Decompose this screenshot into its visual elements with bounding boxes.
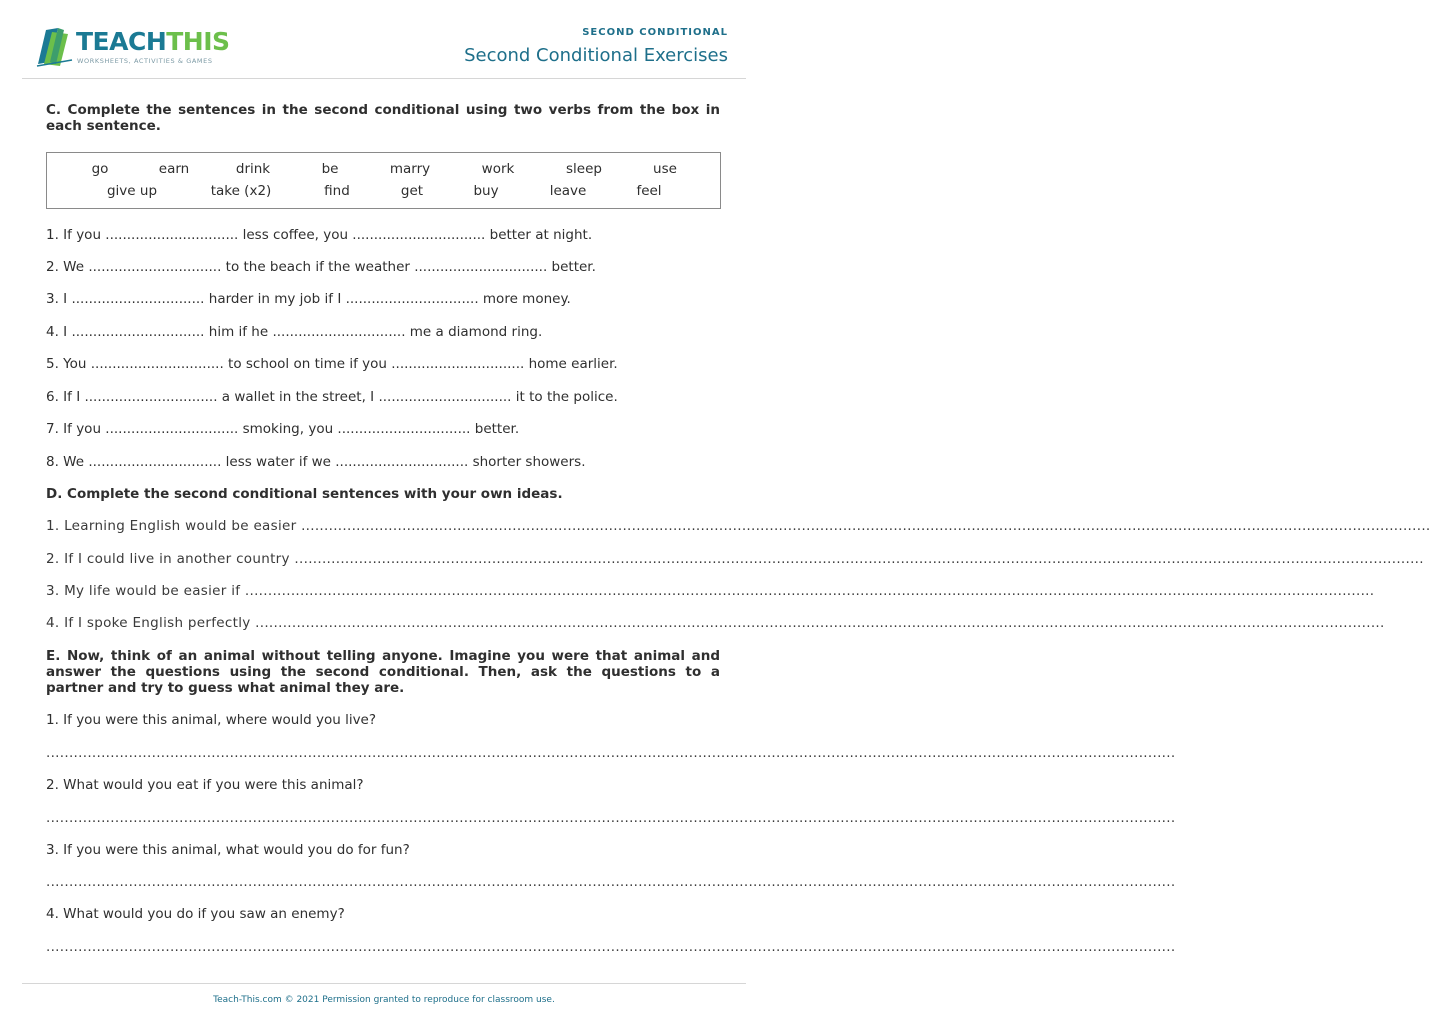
word-box: [46, 152, 721, 209]
answer-line: [46, 551, 1424, 567]
footer-divider: [22, 983, 746, 984]
word-box-item: go: [91, 161, 109, 177]
exercise-e-question: 1. If you were this animal, where would you live?: [46, 712, 377, 728]
logo-word-this: THIS: [166, 27, 230, 56]
logo-word-teach: TEACH: [76, 27, 167, 56]
header-divider: [22, 78, 746, 79]
answer-line: ......................................................................................................................................................................................................................................................: [46, 874, 1176, 890]
teach-this-logo: [36, 24, 230, 70]
word-box-item: marry: [389, 161, 431, 177]
word-box-item: be: [321, 161, 339, 177]
word-box-item: take (x2): [210, 183, 272, 199]
word-box-item: drink: [235, 161, 271, 177]
answer-line: [46, 583, 1375, 599]
word-box-item: feel: [636, 183, 662, 199]
answer-line: [46, 615, 1385, 631]
worksheet-kicker: SECOND CONDITIONAL: [582, 27, 728, 38]
book-logo-icon: [36, 24, 74, 68]
exercise-d-prompt: 1. Learning English would be easier: [46, 518, 297, 534]
page-header: [0, 0, 768, 80]
exercise-c-item: 7. If you ............................... smoking, you ............................... better.: [46, 421, 520, 437]
word-box-item: get: [400, 183, 424, 199]
answer-dots: ......................................................................................................................................................................................................................................................: [301, 518, 1431, 534]
word-box-item: work: [481, 161, 515, 177]
logo-wordmark: [76, 28, 230, 56]
word-box-item: give up: [106, 183, 158, 199]
answer-line: ......................................................................................................................................................................................................................................................: [46, 745, 1176, 761]
word-box-item: leave: [549, 183, 587, 199]
exercise-e-question: 2. What would you eat if you were this animal?: [46, 777, 364, 793]
word-box-item: earn: [158, 161, 190, 177]
exercise-c-item: 5. You ............................... to school on time if you ............................... home earlier.: [46, 356, 618, 372]
word-box-item: find: [324, 183, 350, 199]
exercise-e-question: 4. What would you do if you saw an enemy?: [46, 906, 345, 922]
footer-copyright: Teach-This.com © 2021 Permission granted to reproduce for classroom use.: [213, 995, 555, 1005]
word-box-item: buy: [473, 183, 499, 199]
logo-tagline: WORKSHEETS, ACTIVITIES & GAMES: [77, 57, 213, 65]
word-box-item: use: [653, 161, 677, 177]
page-title: Second Conditional Exercises: [464, 45, 728, 66]
exercise-c-item: 8. We ............................... less water if we ............................... shorter showers.: [46, 454, 586, 470]
section-d-heading: D. Complete the second conditional sentences with your own ideas.: [46, 486, 563, 502]
exercise-d-prompt: 2. If I could live in another country: [46, 551, 290, 567]
answer-line: ......................................................................................................................................................................................................................................................: [46, 939, 1176, 955]
exercise-c-item: 6. If I ............................... a wallet in the street, I ............................... it to the police.: [46, 389, 618, 405]
exercise-c-item: 2. We ............................... to the beach if the weather ............................... better.: [46, 259, 596, 275]
section-c-heading: C. Complete the sentences in the second conditional using two verbs from the box in each sentence.: [46, 102, 720, 134]
exercise-e-question: 3. If you were this animal, what would you do for fun?: [46, 842, 410, 858]
answer-dots: ......................................................................................................................................................................................................................................................: [255, 615, 1385, 631]
exercise-c-item: 1. If you ............................... less coffee, you ............................... better at night.: [46, 227, 593, 243]
exercise-c-item: 4. I ............................... him if he ............................... me a diamond ring.: [46, 324, 543, 340]
exercise-d-prompt: 4. If I spoke English perfectly: [46, 615, 251, 631]
word-box-item: sleep: [566, 161, 602, 177]
answer-line: [46, 518, 1431, 534]
section-e-heading: E. Now, think of an animal without telling anyone. Imagine you were that animal and answer the questions using the second conditional. Then, ask the questions to a partner and try to guess what animal they are.: [46, 648, 720, 696]
answer-dots: ......................................................................................................................................................................................................................................................: [244, 583, 1375, 599]
answer-line: ......................................................................................................................................................................................................................................................: [46, 810, 1176, 826]
exercise-c-item: 3. I ............................... harder in my job if I ............................... more money.: [46, 291, 571, 307]
answer-dots: ......................................................................................................................................................................................................................................................: [294, 551, 1424, 567]
exercise-d-prompt: 3. My life would be easier if: [46, 583, 241, 599]
